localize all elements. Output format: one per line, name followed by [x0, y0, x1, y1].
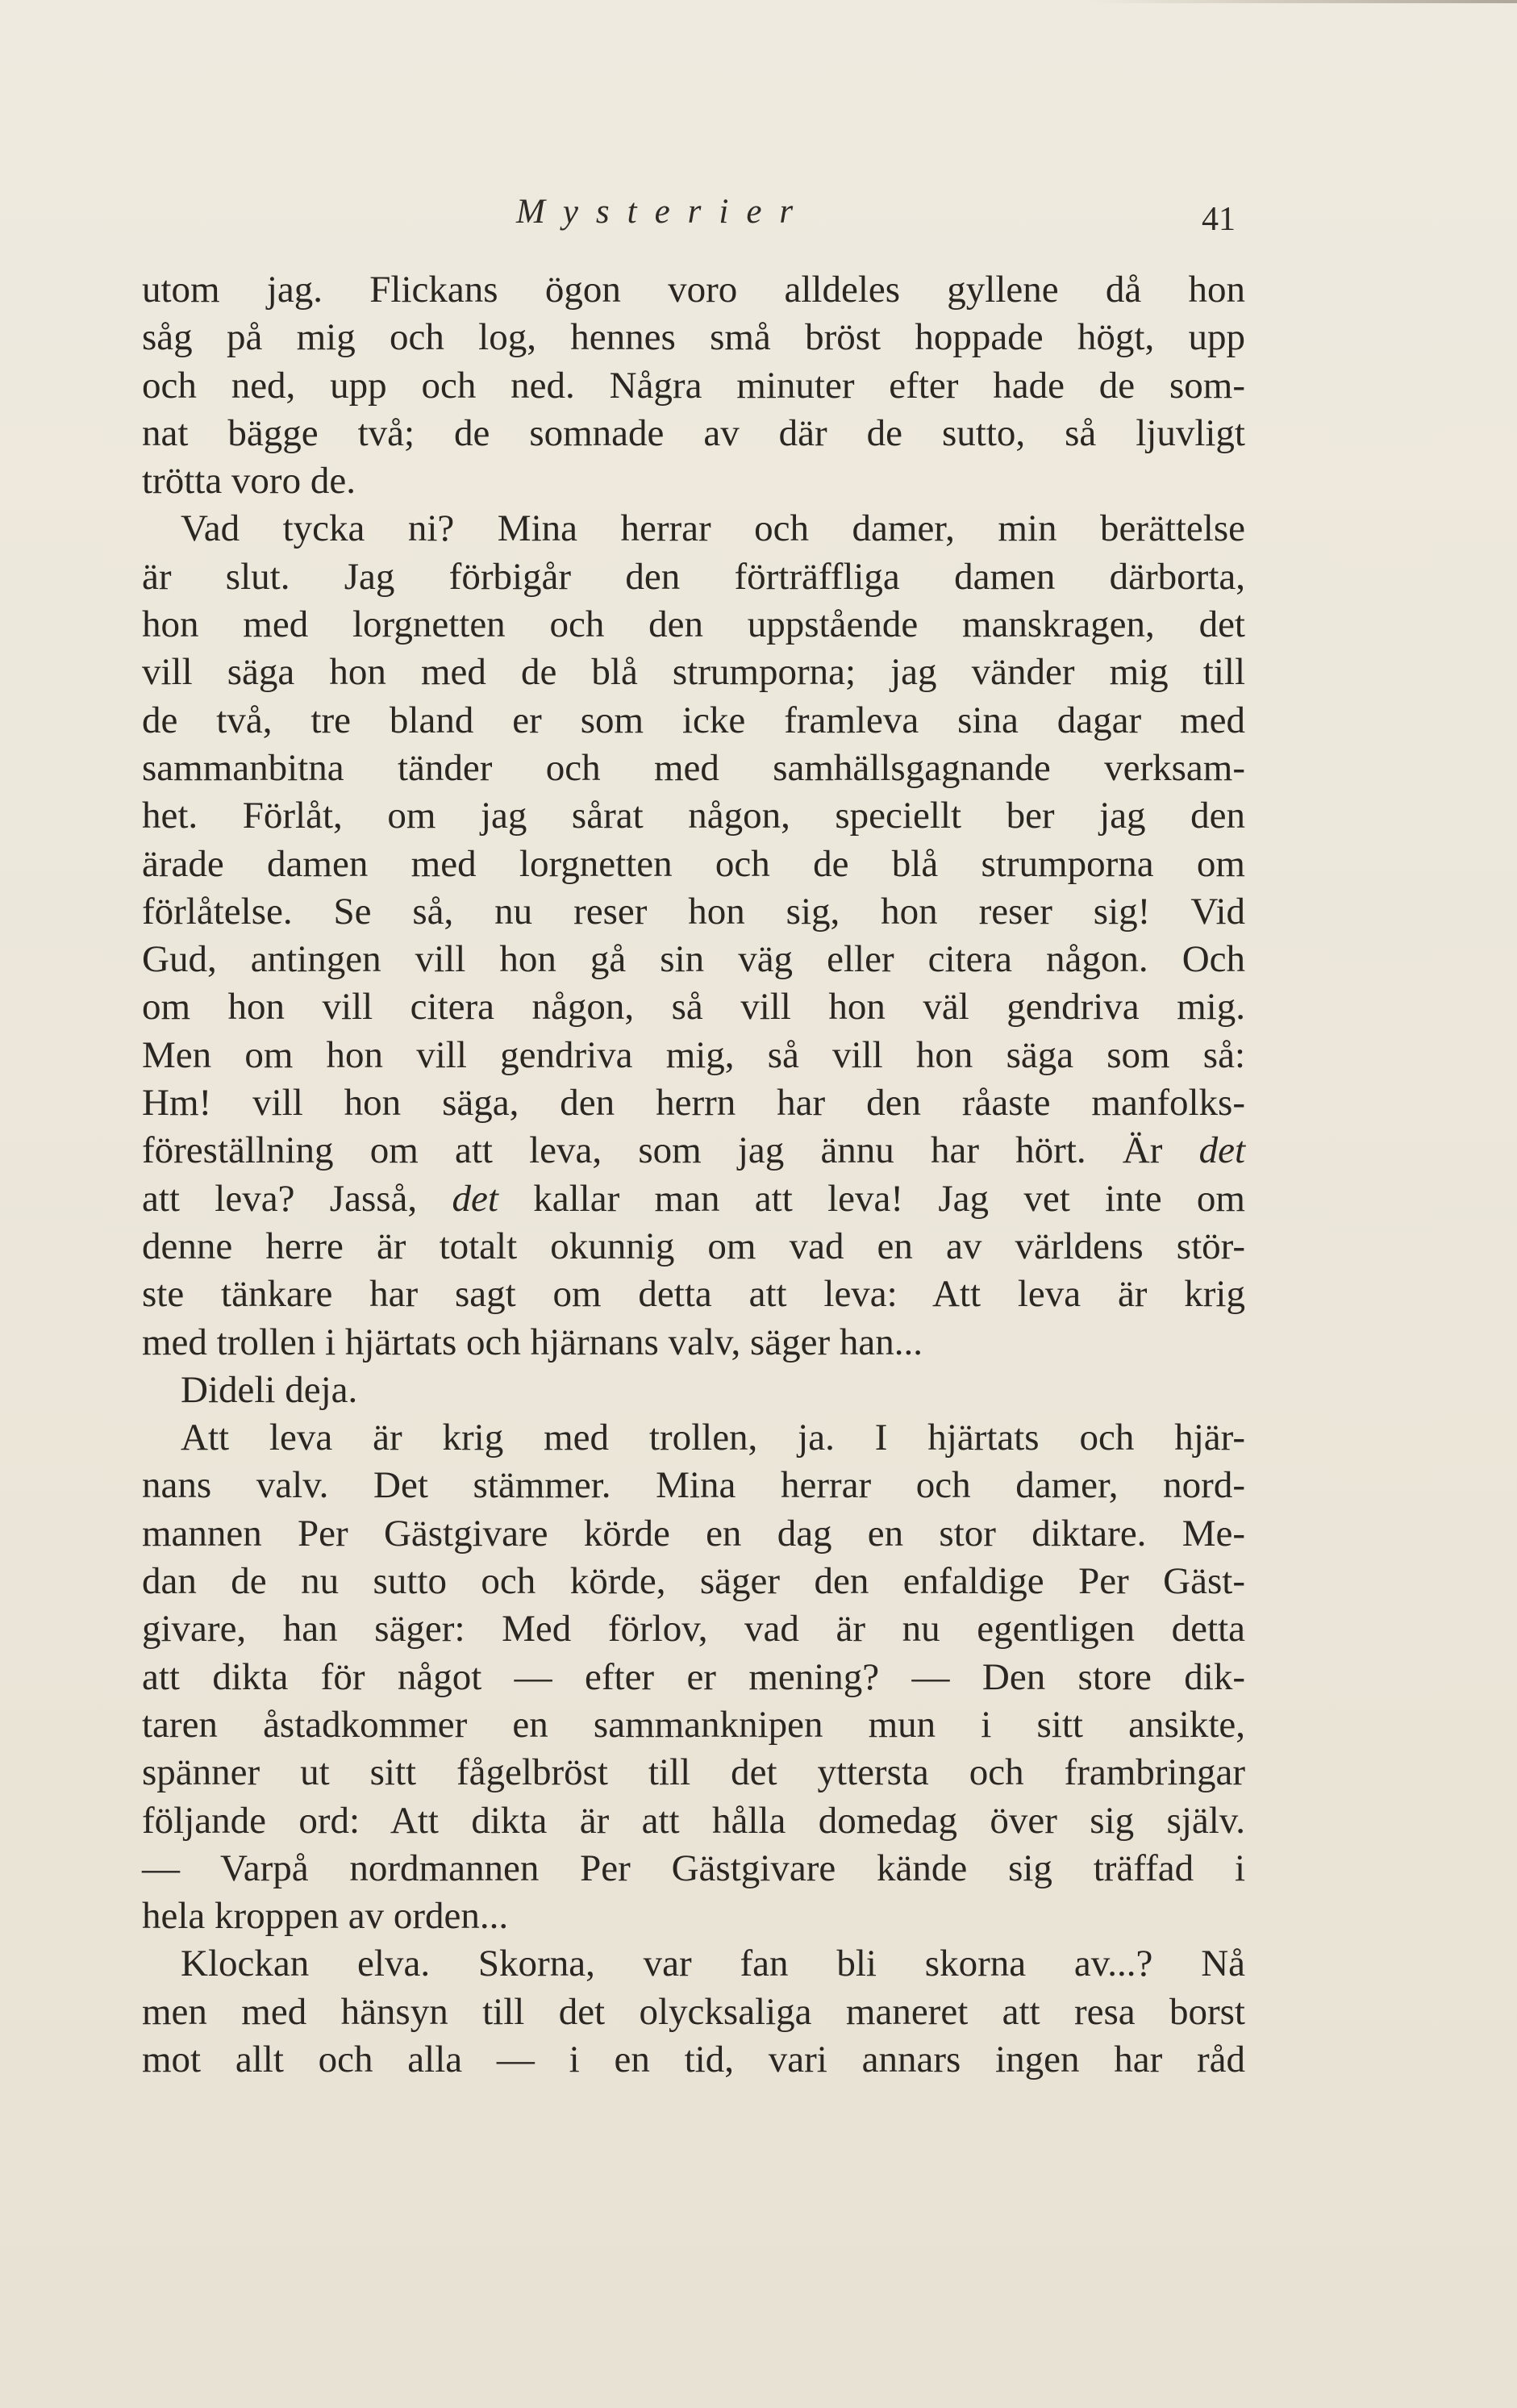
running-title: Mysterier: [516, 193, 811, 231]
text-line: ste tänkare har sagt om detta att leva: Att leva är krig: [142, 1273, 1245, 1316]
text-line: är slut. Jag förbigår den förträffliga damen därborta,: [142, 555, 1245, 598]
text-line: mannen Per Gästgivare körde en dag en stor diktare. Me-: [142, 1512, 1245, 1555]
text-line: nat bägge två; de somnade av där de sutto, så ljuvligt: [142, 411, 1245, 454]
text-line: taren åstadkommer en sammanknipen mun i sitt ansikte,: [142, 1703, 1245, 1746]
text-line: het. Förlåt, om jag sårat någon, speciellt ber jag den: [142, 795, 1245, 837]
text-line: Vad tycka ni? Mina herrar och damer, min berättelse: [181, 507, 1245, 550]
text-line: de två, tre bland er som icke framleva sina dagar med: [142, 699, 1245, 741]
text-line: trötta voro de.: [142, 460, 356, 503]
text-line: såg på mig och log, hennes små bröst hoppade högt, upp: [142, 316, 1245, 359]
paragraph: [142, 1367, 1245, 1414]
text-line: föreställning om att leva, som jag ännu har hört. Är det: [142, 1129, 1245, 1172]
page-number: 41: [1202, 201, 1236, 238]
emphasis: det: [1198, 1129, 1245, 1172]
text-line: utom jag. Flickans ögon voro alldeles gyllene då hon: [142, 269, 1245, 311]
paragraph: [142, 505, 1245, 1366]
text-line: men med hänsyn till det olycksaliga maneret att resa borst: [142, 1990, 1245, 2033]
text-line: Hm! vill hon säga, den herrn har den råaste manfolks-: [142, 1082, 1245, 1125]
text-line: Men om hon vill gendriva mig, så vill hon säga som så:: [142, 1033, 1245, 1076]
text-line: denne herre är totalt okunnig om vad en av världens stör-: [142, 1225, 1245, 1267]
text-line: och ned, upp och ned. Några minuter efter hade de som-: [142, 364, 1245, 407]
text-line: Att leva är krig med trollen, ja. I hjärtats och hjär-: [181, 1417, 1245, 1459]
text-line: att dikta för något — efter er mening? — Den store dik-: [142, 1655, 1245, 1698]
text-line: mot allt och alla — i en tid, vari annars ingen har råd: [142, 2038, 1245, 2080]
page-header: [0, 192, 1517, 248]
text-line: hela kroppen av orden...: [142, 1895, 509, 1938]
text-line: hon med lorgnetten och den uppstående manskragen, det: [142, 603, 1245, 646]
text-line: ärade damen med lorgnetten och de blå strumporna om: [142, 842, 1245, 885]
text-line: med trollen i hjärtats och hjärnans valv, säger han...: [142, 1321, 923, 1363]
text-line: följande ord: Att dikta är att hålla domedag över sig själv.: [142, 1799, 1245, 1842]
text-line: om hon vill citera någon, så vill hon väl gendriva mig.: [142, 986, 1245, 1029]
text-line: att leva? Jasså, det kallar man att leva! Jag vet inte om: [142, 1177, 1245, 1220]
text-line: — Varpå nordmannen Per Gästgivare kände sig träffad i: [142, 1847, 1245, 1889]
paragraph: [142, 1940, 1245, 2084]
text-line: nans valv. Det stämmer. Mina herrar och damer, nord-: [142, 1464, 1245, 1507]
text-line: Klockan elva. Skorna, var fan bli skorna av...? Nå: [181, 1943, 1245, 1985]
text-line: sammanbitna tänder och med samhällsgagnande verksam-: [142, 746, 1245, 789]
text-line: Gud, antingen vill hon gå sin väg eller citera någon. Och: [142, 938, 1245, 981]
paragraph: [142, 1414, 1245, 1940]
text-line: spänner ut sitt fågelbröst till det yttersta och frambringar: [142, 1751, 1245, 1794]
text-line: givare, han säger: Med förlov, vad är nu egentligen detta: [142, 1608, 1245, 1651]
text-line: vill säga hon med de blå strumporna; jag vänder mig till: [142, 651, 1245, 694]
emphasis: det: [452, 1177, 498, 1220]
paragraph: [142, 266, 1245, 505]
text-line: dan de nu sutto och körde, säger den enfaldige Per Gäst-: [142, 1560, 1245, 1603]
scan-edge-shadow: [1089, 0, 1517, 3]
text-line: förlåtelse. Se så, nu reser hon sig, hon reser sig! Vid: [142, 890, 1245, 933]
text-line: Dideli deja.: [181, 1368, 358, 1411]
body-text: [142, 266, 1245, 2084]
